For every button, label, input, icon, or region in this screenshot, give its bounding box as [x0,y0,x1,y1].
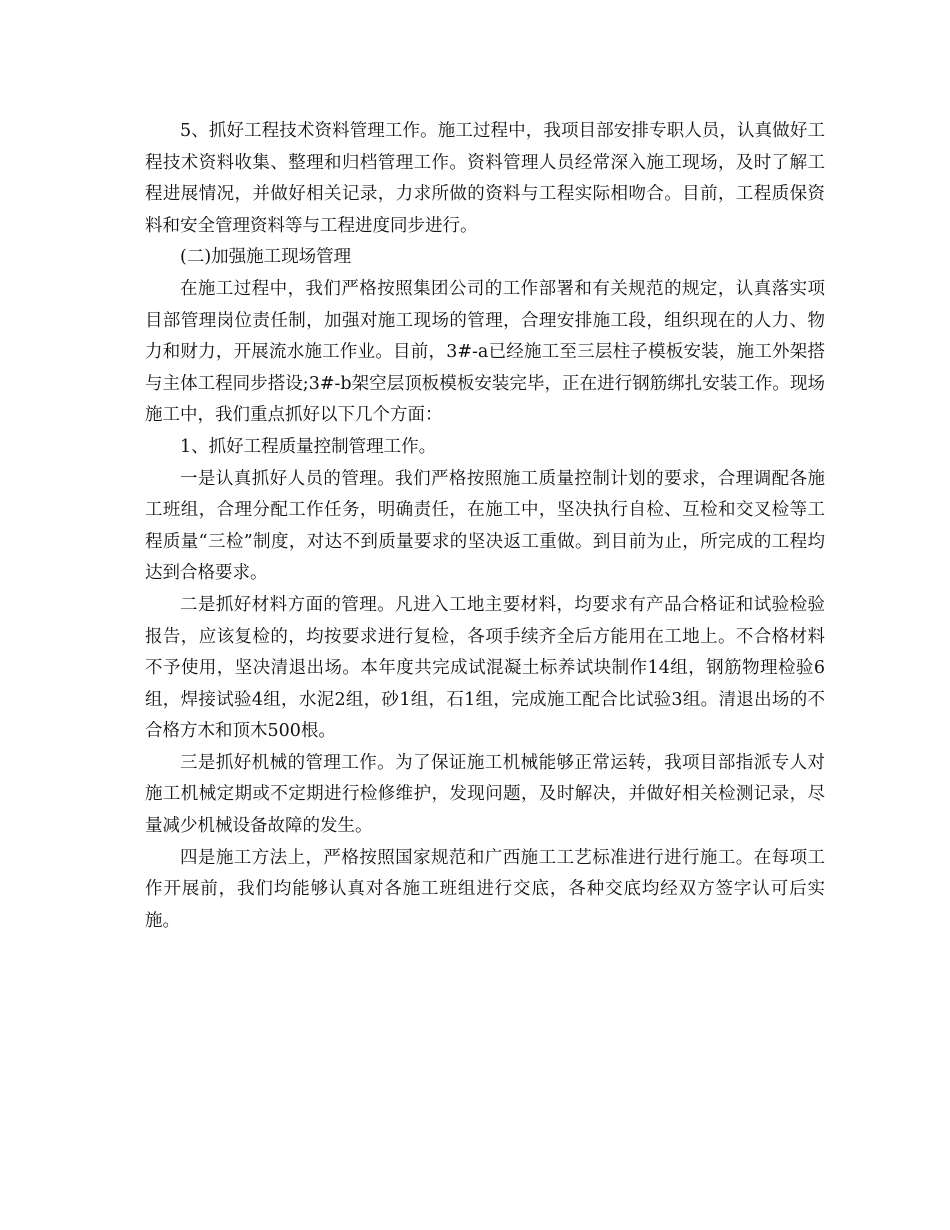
paragraph-construction-methods: 四是施工方法上，严格按照国家规范和广西施工工艺标准进行进行施工。在每项工作开展前，我们均能够认真对各施工班组进行交底，各种交底均经双方签字认可后实施。 [145,847,825,931]
paragraph-materials-management: 二是抓好材料方面的管理。凡进入工地主要材料，均要求有产品合格证和试验检验报告，应该复检的，均按要求进行复检，各项手续齐全后方能用在工地上。不合格材料不予使用，坚决清退出场。本年度共完成试混凝土标养试块制作14组，钢筋物理检验6组，焊接试验4组，水泥2组，砂1组，石1组，完成施工配合比试验3组。清退出场的不合格方木和顶木500根。 [145,594,825,742]
paragraph-personnel-management: 一是认真抓好人员的管理。我们严格按照施工质量控制计划的要求，合理调配各施工班组，合理分配工作任务，明确责任，在施工中，坚决执行自检、互检和交叉检等工程质量“三检”制度，对达不到质量要求的坚决返工重做。到目前为止，所完成的工程均达到合格要求。 [145,468,825,584]
subheading-quality-control: 1、抓好工程质量控制管理工作。 [180,436,437,457]
section-heading-site-management: (二)加强施工现场管理 [180,247,352,268]
document-body [145,116,825,937]
paragraph-machinery-management: 三是抓好机械的管理工作。为了保证施工机械能够正常运转，我项目部指派专人对施工机械定期或不定期进行检修维护，发现问题，及时解决，并做好相关检测记录，尽量减少机械设备故障的发生。 [145,752,825,837]
paragraph-tech-records: 5、抓好工程技术资料管理工作。施工过程中，我项目部安排专职人员，认真做好工程技术资料收集、整理和归档管理工作。资料管理人员经常深入施工现场，及时了解工程进展情况，并做好相关记录，力求所做的资料与工程实际相吻合。目前，工程质保资料和安全管理资料等与工程进度同步进行。 [145,121,825,236]
paragraph-site-management: 在施工过程中，我们严格按照集团公司的工作部署和有关规范的规定，认真落实项目部管理岗位责任制，加强对施工现场的管理，合理安排施工段，组织现在的人力、物力和财力，开展流水施工作业。目前，3#-a已经施工至三层柱子模板安装，施工外架搭与主体工程同步搭设;3#-b架空层顶板模板安装完毕，正在进行钢筋绑扎安装工作。现场施工中，我们重点抓好以下几个方面： [145,278,825,426]
